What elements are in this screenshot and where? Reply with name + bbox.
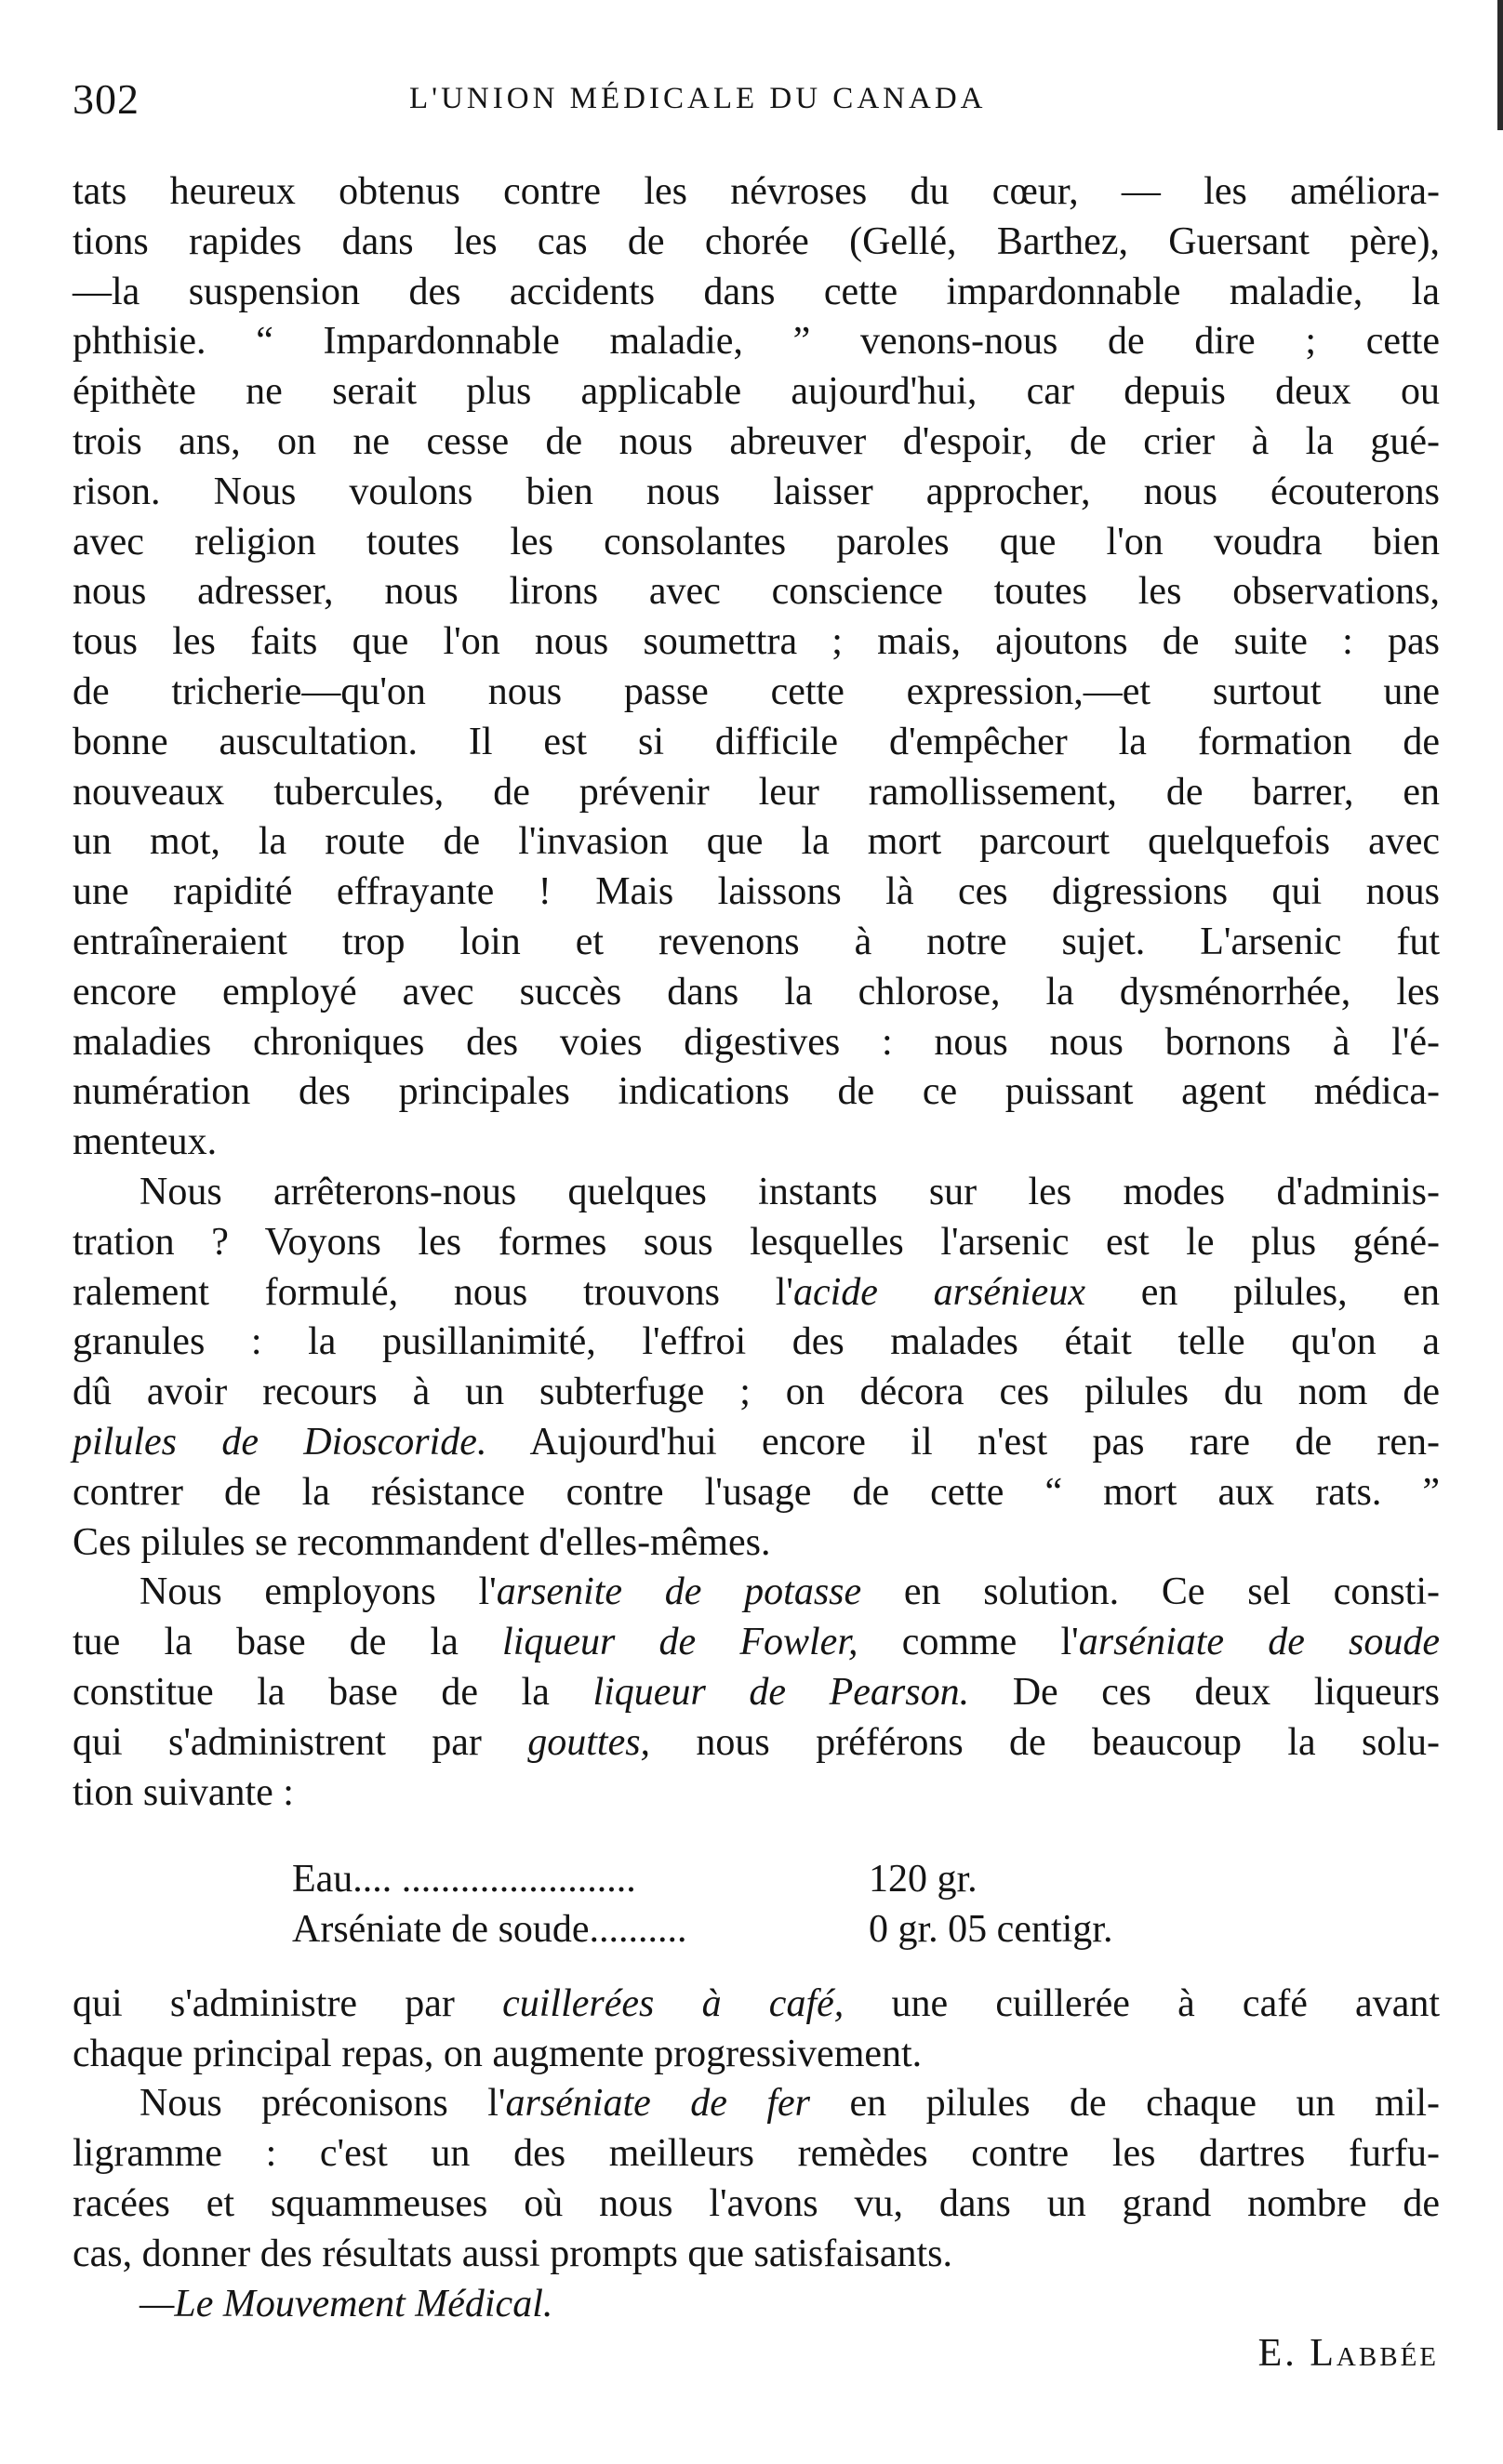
text-line: dû avoir recours à un subterfuge ; on décora ces pilules du nom de xyxy=(73,1371,1440,1414)
text-run: nous préférons de beaucoup la solu- xyxy=(650,1720,1440,1764)
text-line: maladies chroniques des voies digestives : nous nous bornons à l'é- xyxy=(73,1020,1440,1064)
recipe-row xyxy=(73,1855,1440,1905)
source-citation xyxy=(73,2280,1440,2330)
running-title: L'UNION MÉDICALE DU CANADA xyxy=(409,82,987,115)
recipe-table xyxy=(73,1855,1440,1955)
text-line: tats heureux obtenus contre les névroses du cœur, — les améliora- xyxy=(73,170,1440,213)
text-line xyxy=(73,1268,1440,1318)
text-line: chaque principal repas, on augmente progressivement. xyxy=(73,2032,923,2075)
text-run: ralement formulé, nous trouvons l' xyxy=(73,1270,793,1314)
text-line: ligramme : c'est un des meilleurs remèdes contre les dartres furfu- xyxy=(73,2132,1440,2176)
text-line: de tricherie—qu'on nous passe cette expression,—et surtout une xyxy=(73,669,1440,713)
text-line xyxy=(73,1718,1440,1769)
text-line xyxy=(73,1980,1440,2030)
text-run: Aujourd'hui encore il n'est pas rare de ren- xyxy=(486,1420,1441,1464)
page-number: 302 xyxy=(73,75,140,123)
italic-term: liqueur de Pearson. xyxy=(592,1670,970,1714)
text-run: De ces deux liqueurs xyxy=(969,1670,1441,1714)
text-line: épithète ne serait plus applicable aujourd'hui, car depuis deux ou xyxy=(73,370,1440,414)
text-line: racées et squammeuses où nous l'avons vu, dans un grand nombre de xyxy=(73,2182,1440,2226)
page-header xyxy=(73,74,1077,130)
text-line: un mot, la route de l'invasion que la mort parcourt quelquefois avec xyxy=(73,820,1440,864)
text-line: avec religion toutes les consolantes paroles que l'on voudra bien xyxy=(73,520,1440,563)
italic-term: arséniate de soude xyxy=(1078,1621,1441,1664)
text-line: nous adresser, nous lirons avec conscience toutes les observations, xyxy=(73,570,1440,614)
text-line: Nous arrêterons-nous quelques instants sur les modes d'adminis- xyxy=(140,1170,1440,1213)
recipe-row xyxy=(73,1905,1440,1955)
text-run: constitue la base de la xyxy=(73,1670,593,1714)
italic-term: arsenite de potasse xyxy=(496,1570,862,1614)
paragraph-3 xyxy=(73,1568,1440,1818)
text-line xyxy=(73,2079,1440,2129)
article-body xyxy=(73,167,1440,2379)
text-line: phthisie. “ Impardonnable maladie, ” venons-nous de dire ; cette xyxy=(73,320,1440,364)
text-line: menteux. xyxy=(73,1120,218,1164)
spacer xyxy=(73,1818,1440,1855)
text-line: tration ? Voyons les formes sous lesquelles l'arsenic est le plus géné- xyxy=(73,1220,1440,1264)
text-line xyxy=(73,1568,1440,1618)
paragraph-5 xyxy=(73,2079,1440,2329)
italic-term: cuillerées à café, xyxy=(502,1981,845,2025)
paragraph-4 xyxy=(73,1980,1440,2080)
text-line: une rapidité effrayante ! Mais laissons là ces digressions qui nous xyxy=(73,870,1440,914)
text-run: en pilules, en xyxy=(1084,1270,1441,1314)
text-run: Nous préconisons l' xyxy=(140,2082,506,2126)
paragraph-1 xyxy=(73,167,1440,1168)
text-run: une cuillerée à café avant xyxy=(844,1981,1441,2025)
italic-term: arséniate de fer xyxy=(505,2082,811,2126)
text-line: granules : la pusillanimité, l'effroi des malades était telle qu'on a xyxy=(73,1320,1440,1364)
text-run: comme l' xyxy=(858,1621,1079,1664)
text-line: bonne auscultation. Il est si difficile d'empêcher la formation de xyxy=(73,720,1440,763)
text-line: contrer de la résistance contre l'usage de cette “ mort aux rats. ” xyxy=(73,1470,1440,1514)
text-run: en solution. Ce sel consti- xyxy=(861,1570,1440,1614)
page-edge-mark xyxy=(1497,0,1503,130)
text-line: nouveaux tubercules, de prévenir leur ramollissement, de barrer, en xyxy=(73,770,1440,814)
text-line: tions rapides dans les cas de chorée (Gellé, Barthez, Guersant père), xyxy=(73,219,1440,263)
source-name: —Le Mouvement Médical. xyxy=(140,2282,553,2325)
text-run: qui s'administrent par xyxy=(73,1720,528,1764)
text-line: cas, donner des résultats aussi prompts que satisfaisants. xyxy=(73,2232,952,2275)
italic-term: liqueur de Fowler, xyxy=(502,1621,858,1664)
text-run: Nous employons l' xyxy=(140,1570,497,1614)
recipe-quantity: 0 gr. 05 centigr. xyxy=(869,1908,1113,1952)
spacer xyxy=(73,1955,1440,1980)
italic-term: acide arsénieux xyxy=(792,1270,1085,1314)
italic-term: pilules de Dioscoride. xyxy=(73,1420,487,1464)
recipe-quantity: 120 gr. xyxy=(869,1858,978,1901)
paragraph-2 xyxy=(73,1168,1440,1568)
text-run: en pilules de chaque un mil- xyxy=(810,2082,1440,2126)
text-line xyxy=(73,1618,1440,1668)
text-line: —la suspension des accidents dans cette impardonnable maladie, la xyxy=(73,270,1440,313)
text-line xyxy=(73,1418,1440,1468)
text-line: numération des principales indications de ce puissant agent médica- xyxy=(73,1070,1440,1114)
text-line: tion suivante : xyxy=(73,1770,294,1814)
text-run: tue la base de la xyxy=(73,1621,503,1664)
recipe-ingredient: Eau.... ........................ xyxy=(292,1858,636,1901)
text-line: encore employé avec succès dans la chlorose, la dysménorrhée, les xyxy=(73,970,1440,1013)
author-signature: E. Labbée xyxy=(1257,2332,1439,2376)
recipe-ingredient: Arséniate de soude.......... xyxy=(292,1908,687,1952)
italic-term: gouttes, xyxy=(527,1720,651,1764)
text-line: trois ans, on ne cesse de nous abreuver d'espoir, de crier à la gué- xyxy=(73,419,1440,463)
text-line: rison. Nous voulons bien nous laisser approcher, nous écouterons xyxy=(73,470,1440,513)
text-run: qui s'administre par xyxy=(73,1981,503,2025)
text-line: entraîneraient trop loin et revenons à notre sujet. L'arsenic fut xyxy=(73,920,1440,963)
text-line: Ces pilules se recommandent d'elles-mêmes. xyxy=(73,1520,771,1564)
text-line xyxy=(73,1668,1440,1718)
text-line: tous les faits que l'on nous soumettra ; mais, ajoutons de suite : pas xyxy=(73,620,1440,664)
